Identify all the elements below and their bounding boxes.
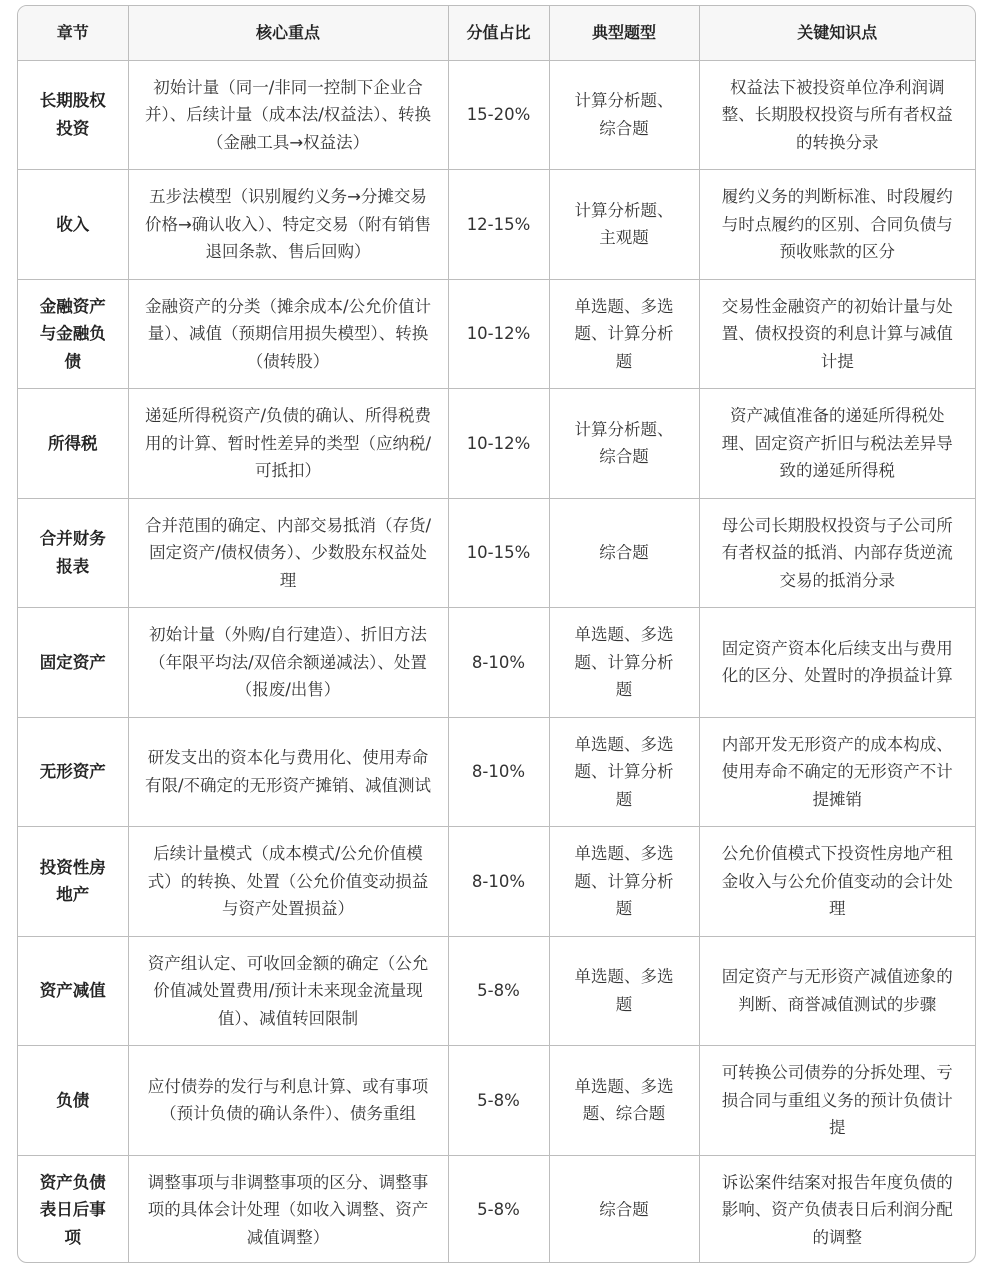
cell-question-types: 单选题、多选题、综合题 xyxy=(549,1046,699,1156)
cell-chapter: 所得税 xyxy=(18,389,128,499)
cell-core-points: 初始计量（同一/非同一控制下企业合并）、后续计量（成本法/权益法）、转换（金融工具→权益法） xyxy=(128,60,448,170)
table-header-row xyxy=(18,6,975,60)
cell-question-types: 单选题、多选题 xyxy=(549,936,699,1046)
cell-question-types: 单选题、多选题、计算分析题 xyxy=(549,717,699,827)
cell-key-knowledge: 内部开发无形资产的成本构成、使用寿命不确定的无形资产不计提摊销 xyxy=(699,717,975,827)
cell-score-weight: 10-12% xyxy=(448,279,549,389)
header-score-weight: 分值占比 xyxy=(448,6,549,60)
header-chapter: 章节 xyxy=(18,6,128,60)
cell-core-points: 资产组认定、可收回金额的确定（公允价值减处置费用/预计未来现金流量现值）、减值转回限制 xyxy=(128,936,448,1046)
cell-chapter: 无形资产 xyxy=(18,717,128,827)
table-row xyxy=(18,60,975,170)
table-row xyxy=(18,827,975,937)
cell-core-points: 五步法模型（识别履约义务→分摊交易价格→确认收入）、特定交易（附有销售退回条款、售后回购） xyxy=(128,170,448,280)
cell-core-points: 合并范围的确定、内部交易抵消（存货/固定资产/债权债务）、少数股东权益处理 xyxy=(128,498,448,608)
cell-chapter: 资产减值 xyxy=(18,936,128,1046)
exam-topics-table-container xyxy=(17,5,976,1263)
cell-chapter: 固定资产 xyxy=(18,608,128,718)
cell-key-knowledge: 可转换公司债券的分拆处理、亏损合同与重组义务的预计负债计提 xyxy=(699,1046,975,1156)
cell-key-knowledge: 履约义务的判断标准、时段履约与时点履约的区别、合同负债与预收账款的区分 xyxy=(699,170,975,280)
cell-chapter: 合并财务报表 xyxy=(18,498,128,608)
cell-core-points: 后续计量模式（成本模式/公允价值模式）的转换、处置（公允价值变动损益与资产处置损益） xyxy=(128,827,448,937)
cell-chapter: 收入 xyxy=(18,170,128,280)
cell-key-knowledge: 公允价值模式下投资性房地产租金收入与公允价值变动的会计处理 xyxy=(699,827,975,937)
cell-core-points: 调整事项与非调整事项的区分、调整事项的具体会计处理（如收入调整、资产减值调整） xyxy=(128,1155,448,1263)
cell-score-weight: 5-8% xyxy=(448,1046,549,1156)
cell-score-weight: 5-8% xyxy=(448,936,549,1046)
cell-key-knowledge: 权益法下被投资单位净利润调整、长期股权投资与所有者权益的转换分录 xyxy=(699,60,975,170)
cell-core-points: 应付债券的发行与利息计算、或有事项（预计负债的确认条件）、债务重组 xyxy=(128,1046,448,1156)
table-row xyxy=(18,1155,975,1263)
cell-score-weight: 15-20% xyxy=(448,60,549,170)
header-key-knowledge: 关键知识点 xyxy=(699,6,975,60)
cell-score-weight: 8-10% xyxy=(448,827,549,937)
cell-key-knowledge: 资产减值准备的递延所得税处理、固定资产折旧与税法差异导致的递延所得税 xyxy=(699,389,975,499)
cell-core-points: 递延所得税资产/负债的确认、所得税费用的计算、暂时性差异的类型（应纳税/可抵扣） xyxy=(128,389,448,499)
cell-question-types: 单选题、多选题、计算分析题 xyxy=(549,608,699,718)
cell-key-knowledge: 母公司长期股权投资与子公司所有者权益的抵消、内部存货逆流交易的抵消分录 xyxy=(699,498,975,608)
cell-score-weight: 12-15% xyxy=(448,170,549,280)
cell-score-weight: 10-12% xyxy=(448,389,549,499)
table-row xyxy=(18,1046,975,1156)
cell-question-types: 计算分析题、主观题 xyxy=(549,170,699,280)
cell-score-weight: 5-8% xyxy=(448,1155,549,1263)
exam-topics-table xyxy=(18,6,975,1263)
cell-chapter: 资产负债表日后事项 xyxy=(18,1155,128,1263)
cell-question-types: 综合题 xyxy=(549,498,699,608)
table-row xyxy=(18,279,975,389)
table-row xyxy=(18,170,975,280)
cell-chapter: 长期股权投资 xyxy=(18,60,128,170)
cell-score-weight: 8-10% xyxy=(448,717,549,827)
cell-core-points: 初始计量（外购/自行建造）、折旧方法（年限平均法/双倍余额递减法）、处置（报废/出售） xyxy=(128,608,448,718)
cell-key-knowledge: 固定资产与无形资产减值迹象的判断、商誉减值测试的步骤 xyxy=(699,936,975,1046)
header-core-points: 核心重点 xyxy=(128,6,448,60)
table-row xyxy=(18,498,975,608)
cell-score-weight: 8-10% xyxy=(448,608,549,718)
cell-question-types: 单选题、多选题、计算分析题 xyxy=(549,279,699,389)
cell-chapter: 投资性房地产 xyxy=(18,827,128,937)
header-question-types: 典型题型 xyxy=(549,6,699,60)
cell-chapter: 负债 xyxy=(18,1046,128,1156)
cell-question-types: 计算分析题、综合题 xyxy=(549,60,699,170)
table-row xyxy=(18,717,975,827)
cell-key-knowledge: 诉讼案件结案对报告年度负债的影响、资产负债表日后利润分配的调整 xyxy=(699,1155,975,1263)
table-row xyxy=(18,389,975,499)
table-row xyxy=(18,608,975,718)
cell-score-weight: 10-15% xyxy=(448,498,549,608)
cell-question-types: 单选题、多选题、计算分析题 xyxy=(549,827,699,937)
table-row xyxy=(18,936,975,1046)
cell-question-types: 综合题 xyxy=(549,1155,699,1263)
cell-question-types: 计算分析题、综合题 xyxy=(549,389,699,499)
cell-chapter: 金融资产与金融负债 xyxy=(18,279,128,389)
cell-key-knowledge: 固定资产资本化后续支出与费用化的区分、处置时的净损益计算 xyxy=(699,608,975,718)
cell-core-points: 金融资产的分类（摊余成本/公允价值计量）、减值（预期信用损失模型）、转换（债转股） xyxy=(128,279,448,389)
cell-key-knowledge: 交易性金融资产的初始计量与处置、债权投资的利息计算与减值计提 xyxy=(699,279,975,389)
cell-core-points: 研发支出的资本化与费用化、使用寿命有限/不确定的无形资产摊销、减值测试 xyxy=(128,717,448,827)
